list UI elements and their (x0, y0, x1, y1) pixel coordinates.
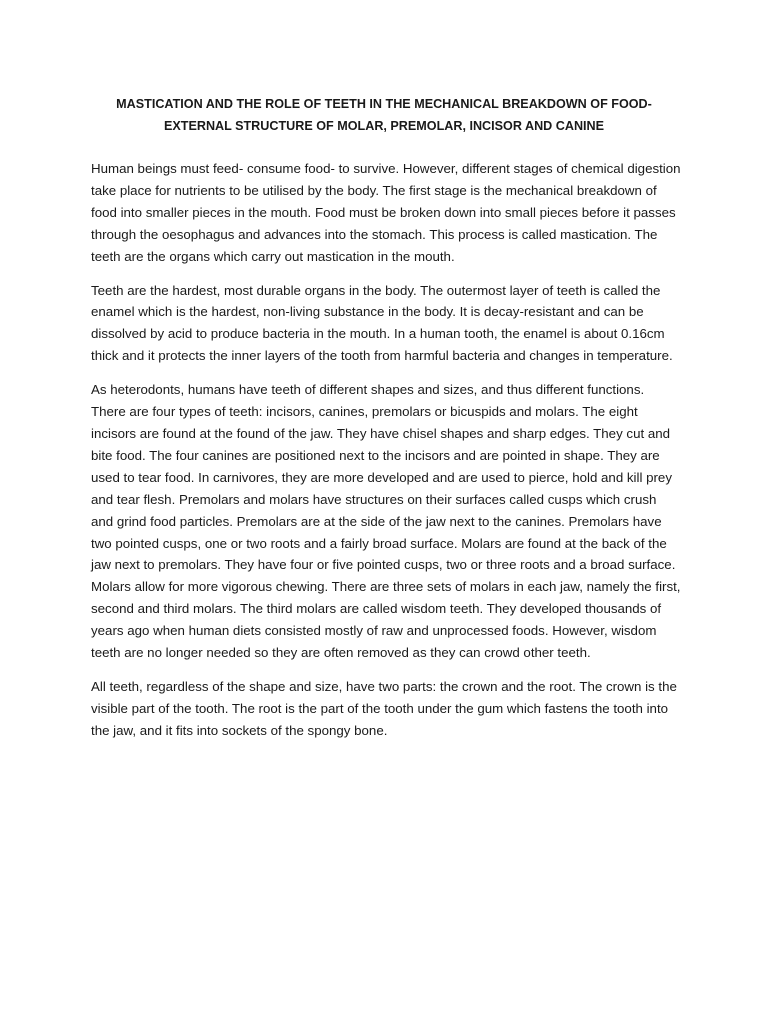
paragraph-tooth-types: As heterodonts, humans have teeth of different shapes and sizes, and thus different functions. There are four types of teeth: incisors, canines, premolars or bicuspids and molars. The eight incisors are found at the found of the jaw. They have chisel shapes and sharp edges. They cut and bite food. The four canines are positioned next to the incisors and are pointed in shape. They are used to tear food. In carnivores, they are more developed and are used to pierce, hold and kill prey and tear flesh. Premolars and molars have structures on their surfaces called cusps which crush and grind food particles. Premolars are at the side of the jaw next to the canines. Premolars have two pointed cusps, one or two roots and a fairly broad surface. Molars are found at the back of the jaw next to premolars. They have four or five pointed cusps, two or three roots and a broad surface. Molars allow for more vigorous chewing. There are three sets of molars in each jaw, namely the first, second and third molars. The third molars are called wisdom teeth. They developed thousands of years ago when human diets consisted mostly of raw and unprocessed foods. However, wisdom teeth are no longer needed so they are often removed as they can crowd other teeth. (91, 382, 681, 661)
paragraph-mastication-intro: Human beings must feed- consume food- to survive. However, different stages of chemical digestion take place for nutrients to be utilised by the body. The first stage is the mechanical breakdown of food into smaller pieces in the mouth. Food must be broken down into small pieces before it passes through the oesophagus and advances into the stomach. This process is called mastication. The teeth are the organs which carry out mastication in the mouth. (91, 161, 681, 264)
paragraph-enamel: Teeth are the hardest, most durable organs in the body. The outermost layer of teeth is called the enamel which is the hardest, non-living substance in the body. It is decay-resistant and can be dissolved by acid to produce bacteria in the mouth. In a human tooth, the enamel is about 0.16cm thick and it protects the inner layers of the tooth from harmful bacteria and changes in temperature. (91, 282, 673, 364)
document-title-line-1: MASTICATION AND THE ROLE OF TEETH IN THE MECHANICAL BREAKDOWN OF FOOD- (116, 97, 652, 111)
document-body (91, 158, 681, 754)
paragraph-crown-root: All teeth, regardless of the shape and size, have two parts: the crown and the root. The crown is the visible part of the tooth. The root is the part of the tooth under the gum which fastens the tooth into the jaw, and it fits into sockets of the spongy bone. (91, 678, 677, 738)
document-title-line-2: EXTERNAL STRUCTURE OF MOLAR, PREMOLAR, INCISOR AND CANINE (163, 119, 605, 133)
